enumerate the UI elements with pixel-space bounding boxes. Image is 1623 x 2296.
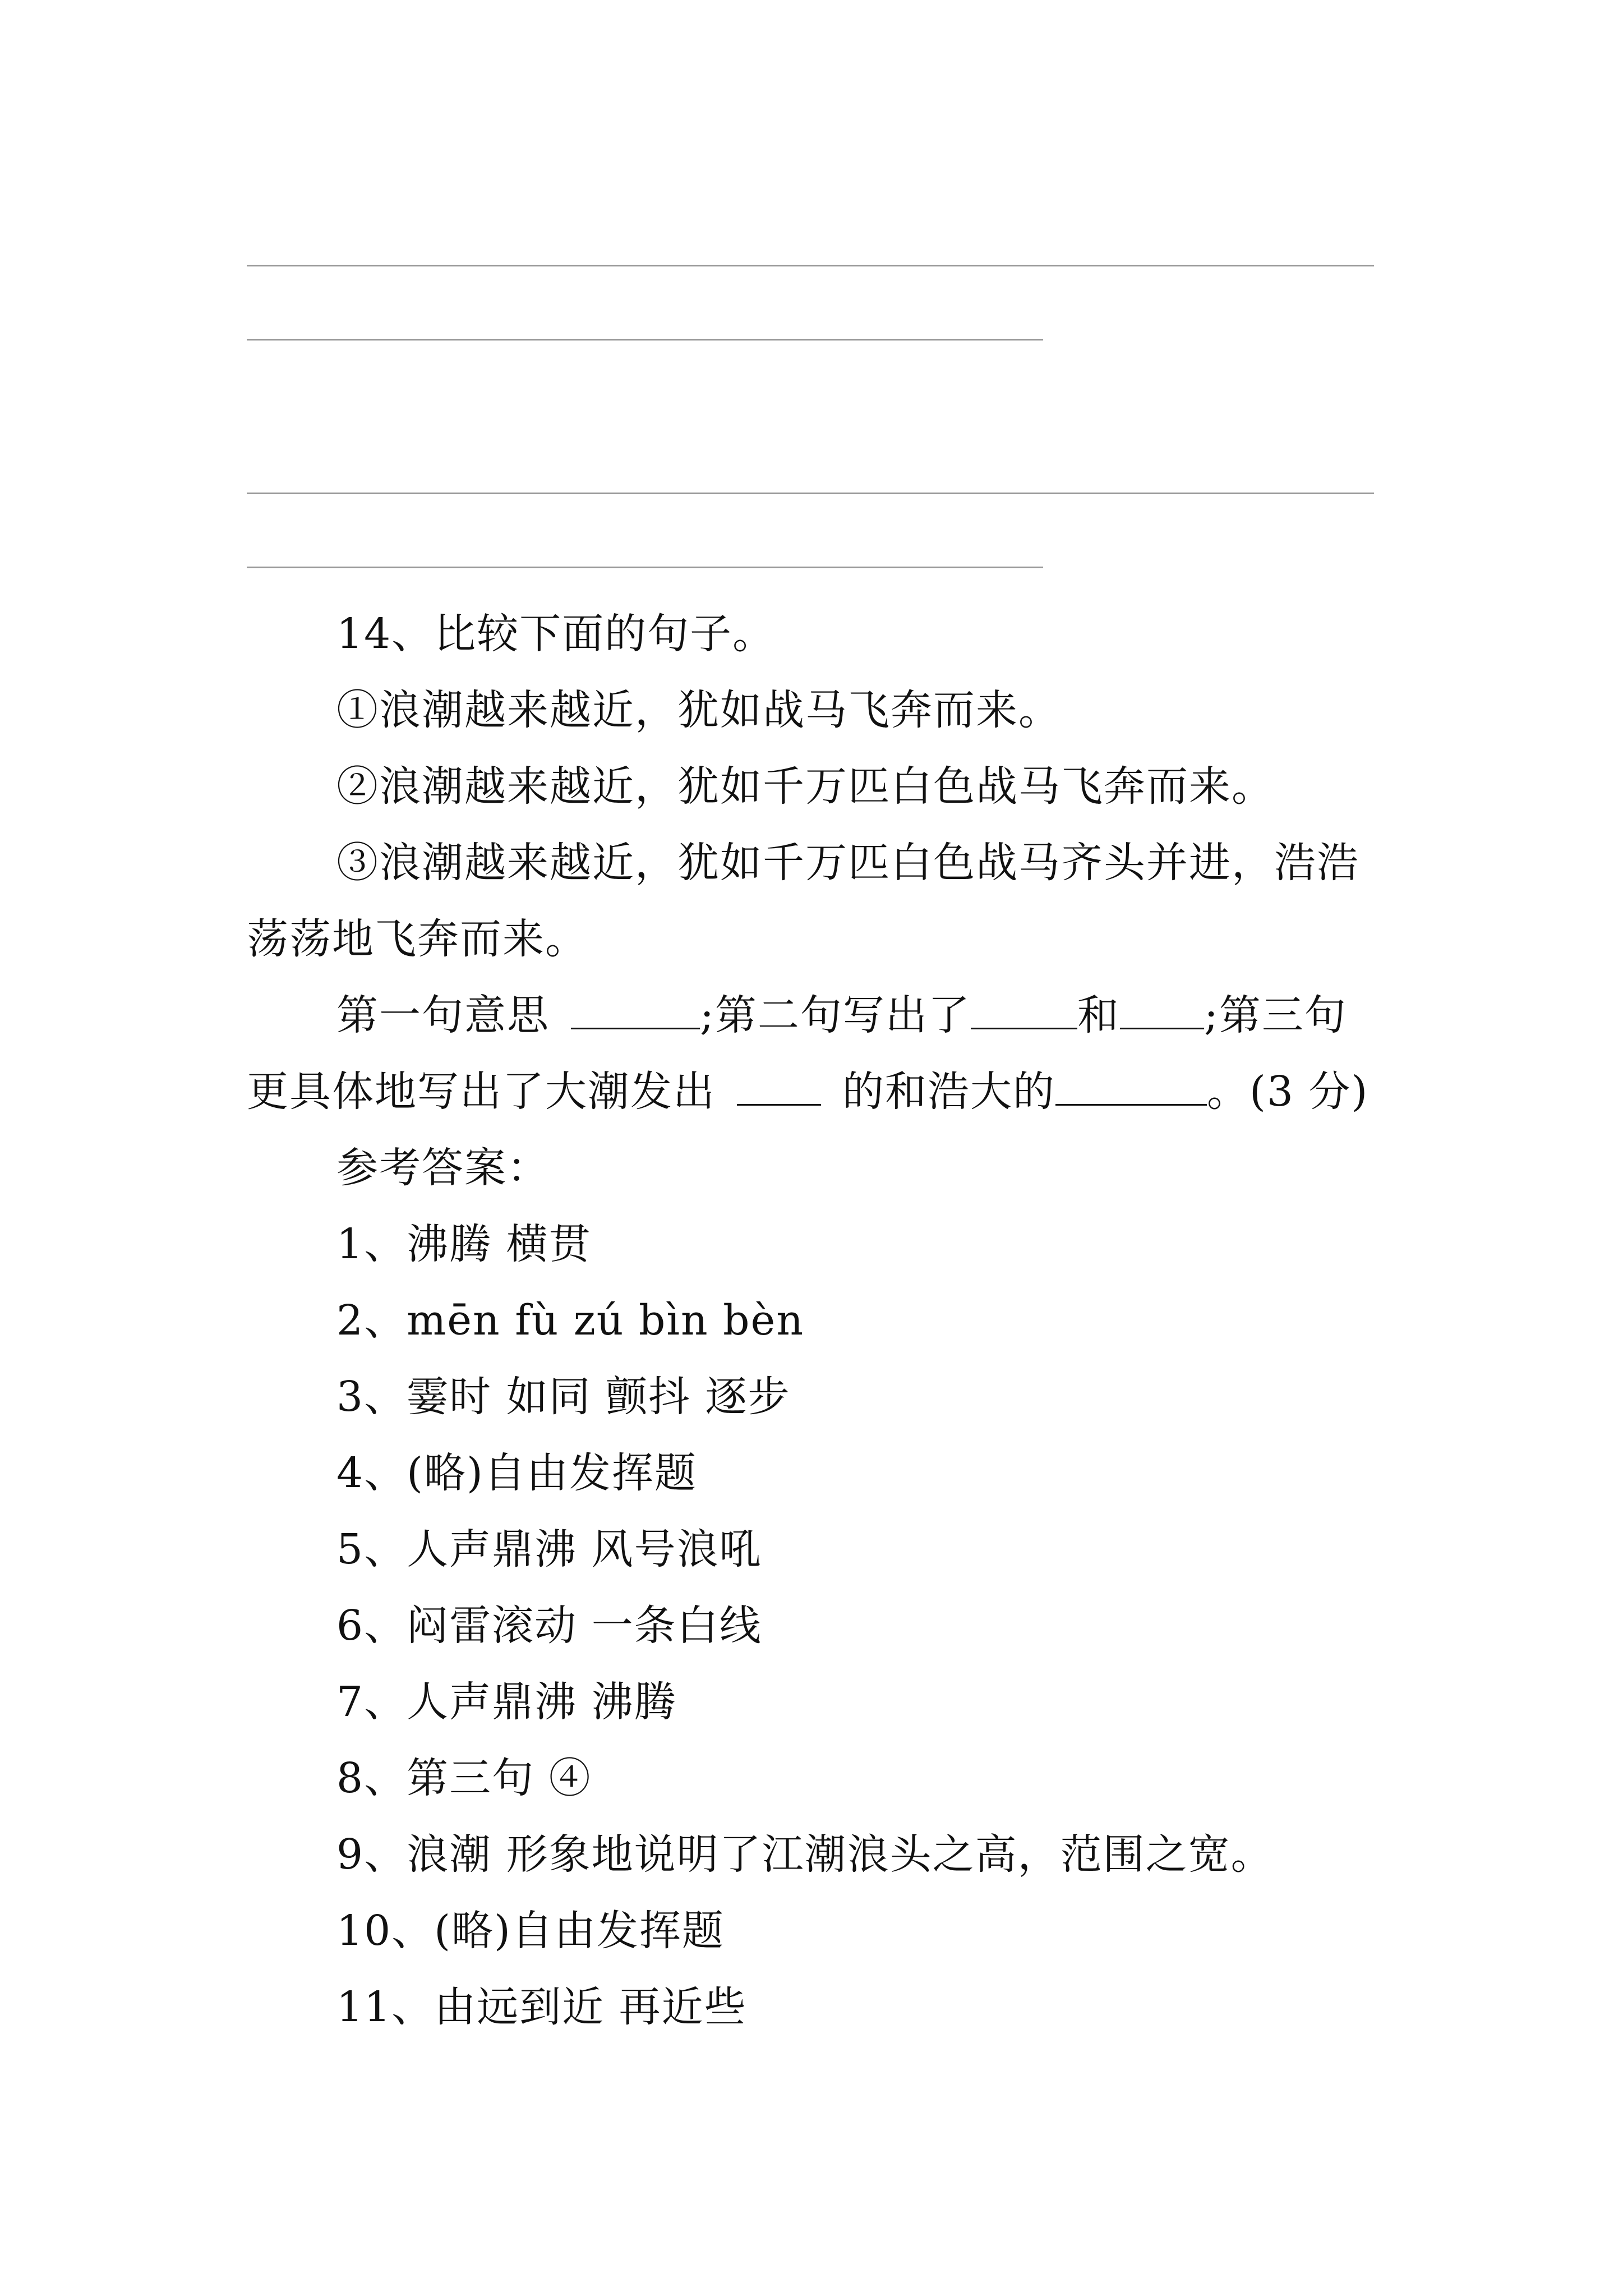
fill-text: ;第三句 xyxy=(1204,991,1347,1039)
answer-line xyxy=(247,493,1374,494)
blank-field[interactable] xyxy=(971,987,1077,1029)
fill-text: ;第二句写出了 xyxy=(700,991,971,1039)
blank-field[interactable] xyxy=(737,1064,821,1106)
answer-item: 7、人声鼎沸 沸腾 xyxy=(336,1678,677,1726)
answer-item: 9、浪潮 形象地说明了江潮浪头之高，范围之宽。 xyxy=(336,1830,1274,1879)
answer-line xyxy=(247,567,1043,568)
answer-line xyxy=(247,265,1374,266)
fill-text: 更具体地写出了大潮发出 xyxy=(247,1068,716,1116)
answer-item: 2、mēn fù zú bìn bèn xyxy=(336,1296,805,1345)
answer-item: 5、人声鼎沸 风号浪吼 xyxy=(336,1525,762,1573)
blank-field[interactable] xyxy=(1055,1064,1207,1106)
sentence-1: ①浪潮越来越近，犹如战马飞奔而来。 xyxy=(336,686,1061,734)
answer-item: 1、沸腾 横贯 xyxy=(336,1220,592,1268)
fill-text: 。(3 分) xyxy=(1207,1068,1369,1116)
fill-text: 和 xyxy=(1077,991,1120,1039)
answer-item: 6、闷雷滚动 一条白线 xyxy=(336,1602,762,1650)
fill-in-line-1 xyxy=(247,987,1387,1043)
sentence-2: ②浪潮越来越近，犹如千万匹白色战马飞奔而来。 xyxy=(336,762,1274,811)
answers-heading: 参考答案： xyxy=(336,1144,550,1192)
blank-field[interactable] xyxy=(1120,987,1204,1029)
answer-line xyxy=(247,339,1043,341)
blank-field[interactable] xyxy=(571,987,700,1029)
sentence-3: ③浪潮越来越近，犹如千万匹白色战马齐头并进，浩浩 xyxy=(336,839,1359,887)
answer-item: 8、第三句 ④ xyxy=(336,1754,592,1802)
fill-text: 的和浩大的 xyxy=(842,1068,1055,1116)
fill-text: 第一句意思 xyxy=(336,991,550,1039)
question-14-title: 14、比较下面的句子。 xyxy=(336,610,776,658)
answer-item: 10、(略)自由发挥题 xyxy=(336,1907,725,1955)
sentence-3-continued: 荡荡地飞奔而来。 xyxy=(247,915,588,963)
answer-item: 11、由远到近 再近些 xyxy=(336,1983,747,2031)
answer-item: 4、(略)自由发挥题 xyxy=(336,1449,697,1497)
fill-in-line-2 xyxy=(247,1064,1387,1120)
answer-item: 3、霎时 如同 颤抖 逐步 xyxy=(336,1373,791,1421)
